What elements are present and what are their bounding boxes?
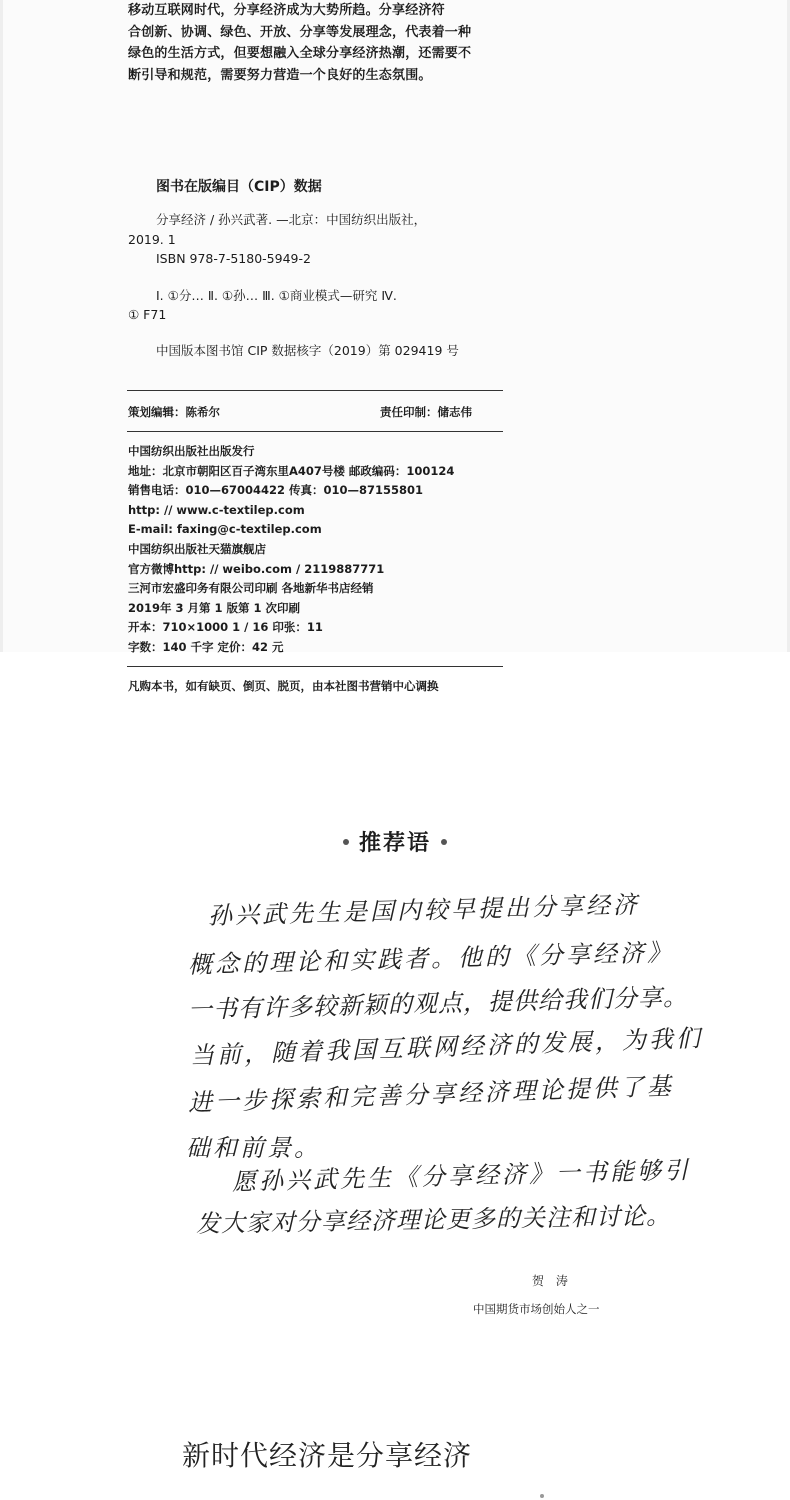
cip-entry-date: 2019. 1 bbox=[128, 232, 176, 247]
recommender-name: 贺 涛 bbox=[532, 1274, 572, 1288]
recommendation-title: 推荐语 bbox=[358, 830, 431, 856]
replacement-notice: 凡购本书，如有缺页、倒页、脱页，由本社图书营销中心调换 bbox=[128, 679, 439, 693]
price-line: 字数：140 千字 定价：42 元 bbox=[128, 639, 284, 654]
intro-line: 合创新、协调、绿色、开放、分享等发展理念，代表着一种 bbox=[128, 24, 472, 40]
handwritten-line: 愿孙兴武先生《分享经济》一书能够引 bbox=[231, 1155, 692, 1196]
divider bbox=[127, 390, 503, 391]
cip-record-number: 中国版本图书馆 CIP 数据核字（2019）第 029419 号 bbox=[156, 343, 459, 358]
cip-classification-cont: ① F71 bbox=[128, 307, 167, 322]
planning-editor: 策划编辑：陈希尔 bbox=[128, 405, 220, 419]
bullet-dot-icon bbox=[441, 839, 447, 845]
publisher-address: 地址：北京市朝阳区百子湾东里A407号楼 邮政编码：100124 bbox=[128, 463, 455, 478]
intro-line: 移动互联网时代，分享经济成为大势所趋。分享经济符 bbox=[128, 3, 445, 18]
divider bbox=[127, 431, 503, 432]
recommendation-heading bbox=[0, 826, 790, 857]
decorative-dot bbox=[540, 1494, 544, 1498]
publisher-email: E-mail: faxing@c-textilep.com bbox=[128, 522, 322, 537]
publisher-store: 中国纺织出版社天猫旗舰店 bbox=[128, 541, 266, 556]
handwritten-line: 发大家对分享经济理论更多的关注和讨论。 bbox=[195, 1201, 672, 1238]
edition-line: 2019年 3 月第 1 版第 1 次印刷 bbox=[128, 600, 301, 615]
handwritten-line: 进一步探索和完善分享经济理论提供了基 bbox=[187, 1072, 675, 1117]
handwritten-line: 概念的理论和实践者。他的《分享经济》 bbox=[187, 938, 675, 979]
cip-isbn: ISBN 978-7-5180-5949-2 bbox=[156, 251, 311, 266]
publisher-line: 中国纺织出版社出版发行 bbox=[128, 444, 255, 458]
publisher-weibo: 官方微博http: // weibo.com / 2119887771 bbox=[128, 561, 385, 576]
format-line: 开本：710×1000 1 / 16 印张：11 bbox=[128, 620, 323, 635]
cip-classification: Ⅰ. ①分… Ⅱ. ①孙… Ⅲ. ①商业模式—研究 Ⅳ. bbox=[156, 288, 397, 303]
bullet-dot-icon bbox=[343, 839, 349, 845]
divider bbox=[127, 666, 503, 667]
section-title: 新时代经济是分享经济 bbox=[182, 1439, 473, 1472]
printer-line: 三河市宏盛印务有限公司印刷 各地新华书店经销 bbox=[128, 581, 374, 596]
intro-line: 断引导和规范，需要努力营造一个良好的生态氛围。 bbox=[128, 67, 432, 83]
publisher-info bbox=[128, 442, 454, 658]
handwritten-line: 一书有许多较新颖的观点，提供给我们分享。 bbox=[187, 982, 689, 1024]
handwritten-line: 础和前景。 bbox=[186, 1134, 321, 1162]
intro-line: 绿色的生活方式，但要想融入全球分享经济热潮，还需要不 bbox=[128, 46, 472, 61]
cip-entry-line: 分享经济 / 孙兴武著. —北京：中国纺织出版社， bbox=[156, 212, 427, 227]
print-manager: 责任印制：储志伟 bbox=[380, 405, 472, 419]
handwritten-line: 当前，随着我国互联网经济的发展，为我们 bbox=[189, 1024, 704, 1070]
cip-heading: 图书在版编目（CIP）数据 bbox=[156, 179, 322, 195]
publisher-website: http: // www.c-textilep.com bbox=[128, 502, 305, 517]
handwritten-line: 孙兴武先生是国内较早提出分享经济 bbox=[207, 890, 641, 930]
publisher-phone: 销售电话：010—67004422 传真：010—87155801 bbox=[128, 483, 424, 498]
intro-paragraph bbox=[128, 0, 508, 86]
recommender-title: 中国期货市场创始人之一 bbox=[473, 1302, 600, 1316]
